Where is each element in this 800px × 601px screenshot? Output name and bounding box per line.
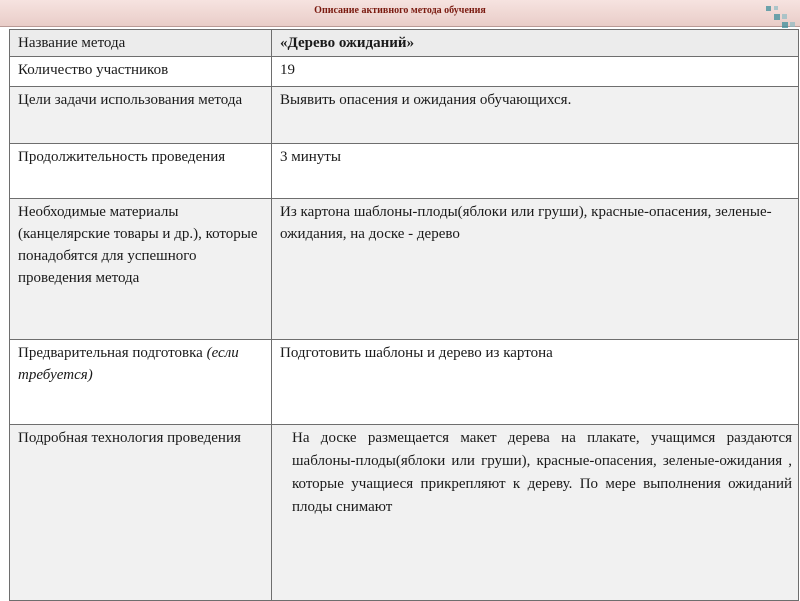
row-label: Цели задачи использования метода [10,87,272,144]
row-value: «Дерево ожиданий» [272,30,799,57]
row-label [10,340,272,425]
table-row [10,425,799,601]
row-label: Продолжительность проведения [10,144,272,199]
row-label: Название метода [10,30,272,57]
row-value: 19 [272,57,799,87]
row-value: Подготовить шаблоны и дерево из картона [272,340,799,425]
row-value: Выявить опасения и ожидания обучающихся. [272,87,799,144]
slide-title: Описание активного метода обучения [314,5,486,16]
preparation-label: Предварительная подготовка [18,345,203,361]
table-row [10,340,799,425]
table-row [10,199,799,340]
method-description-table [9,29,799,601]
row-value: На доске размещается макет дерева на плакате, учащимся раздаются шаблоны-плоды(яблоки или груши), красные-опасения, зеленые-ожидания , которые учащиеся прикрепляют к дереву. По мере выполнения ожиданий плоды снимают [272,425,799,601]
row-value: Из картона шаблоны-плоды(яблоки или груши), красные-опасения, зеленые-ожидания, на доске - дерево [272,199,799,340]
table-row [10,144,799,199]
row-label: Подробная технология проведения [10,425,272,601]
preparation-note: (если требуется) [18,345,239,383]
table-row [10,57,799,87]
table-row [10,87,799,144]
row-value: 3 минуты [272,144,799,199]
row-label: Количество участников [10,57,272,87]
slide-header [0,0,800,27]
row-label: Необходимые материалы (канцелярские товары и др.), которые понадобятся для успешного проведения метода [10,199,272,340]
table-row [10,30,799,57]
